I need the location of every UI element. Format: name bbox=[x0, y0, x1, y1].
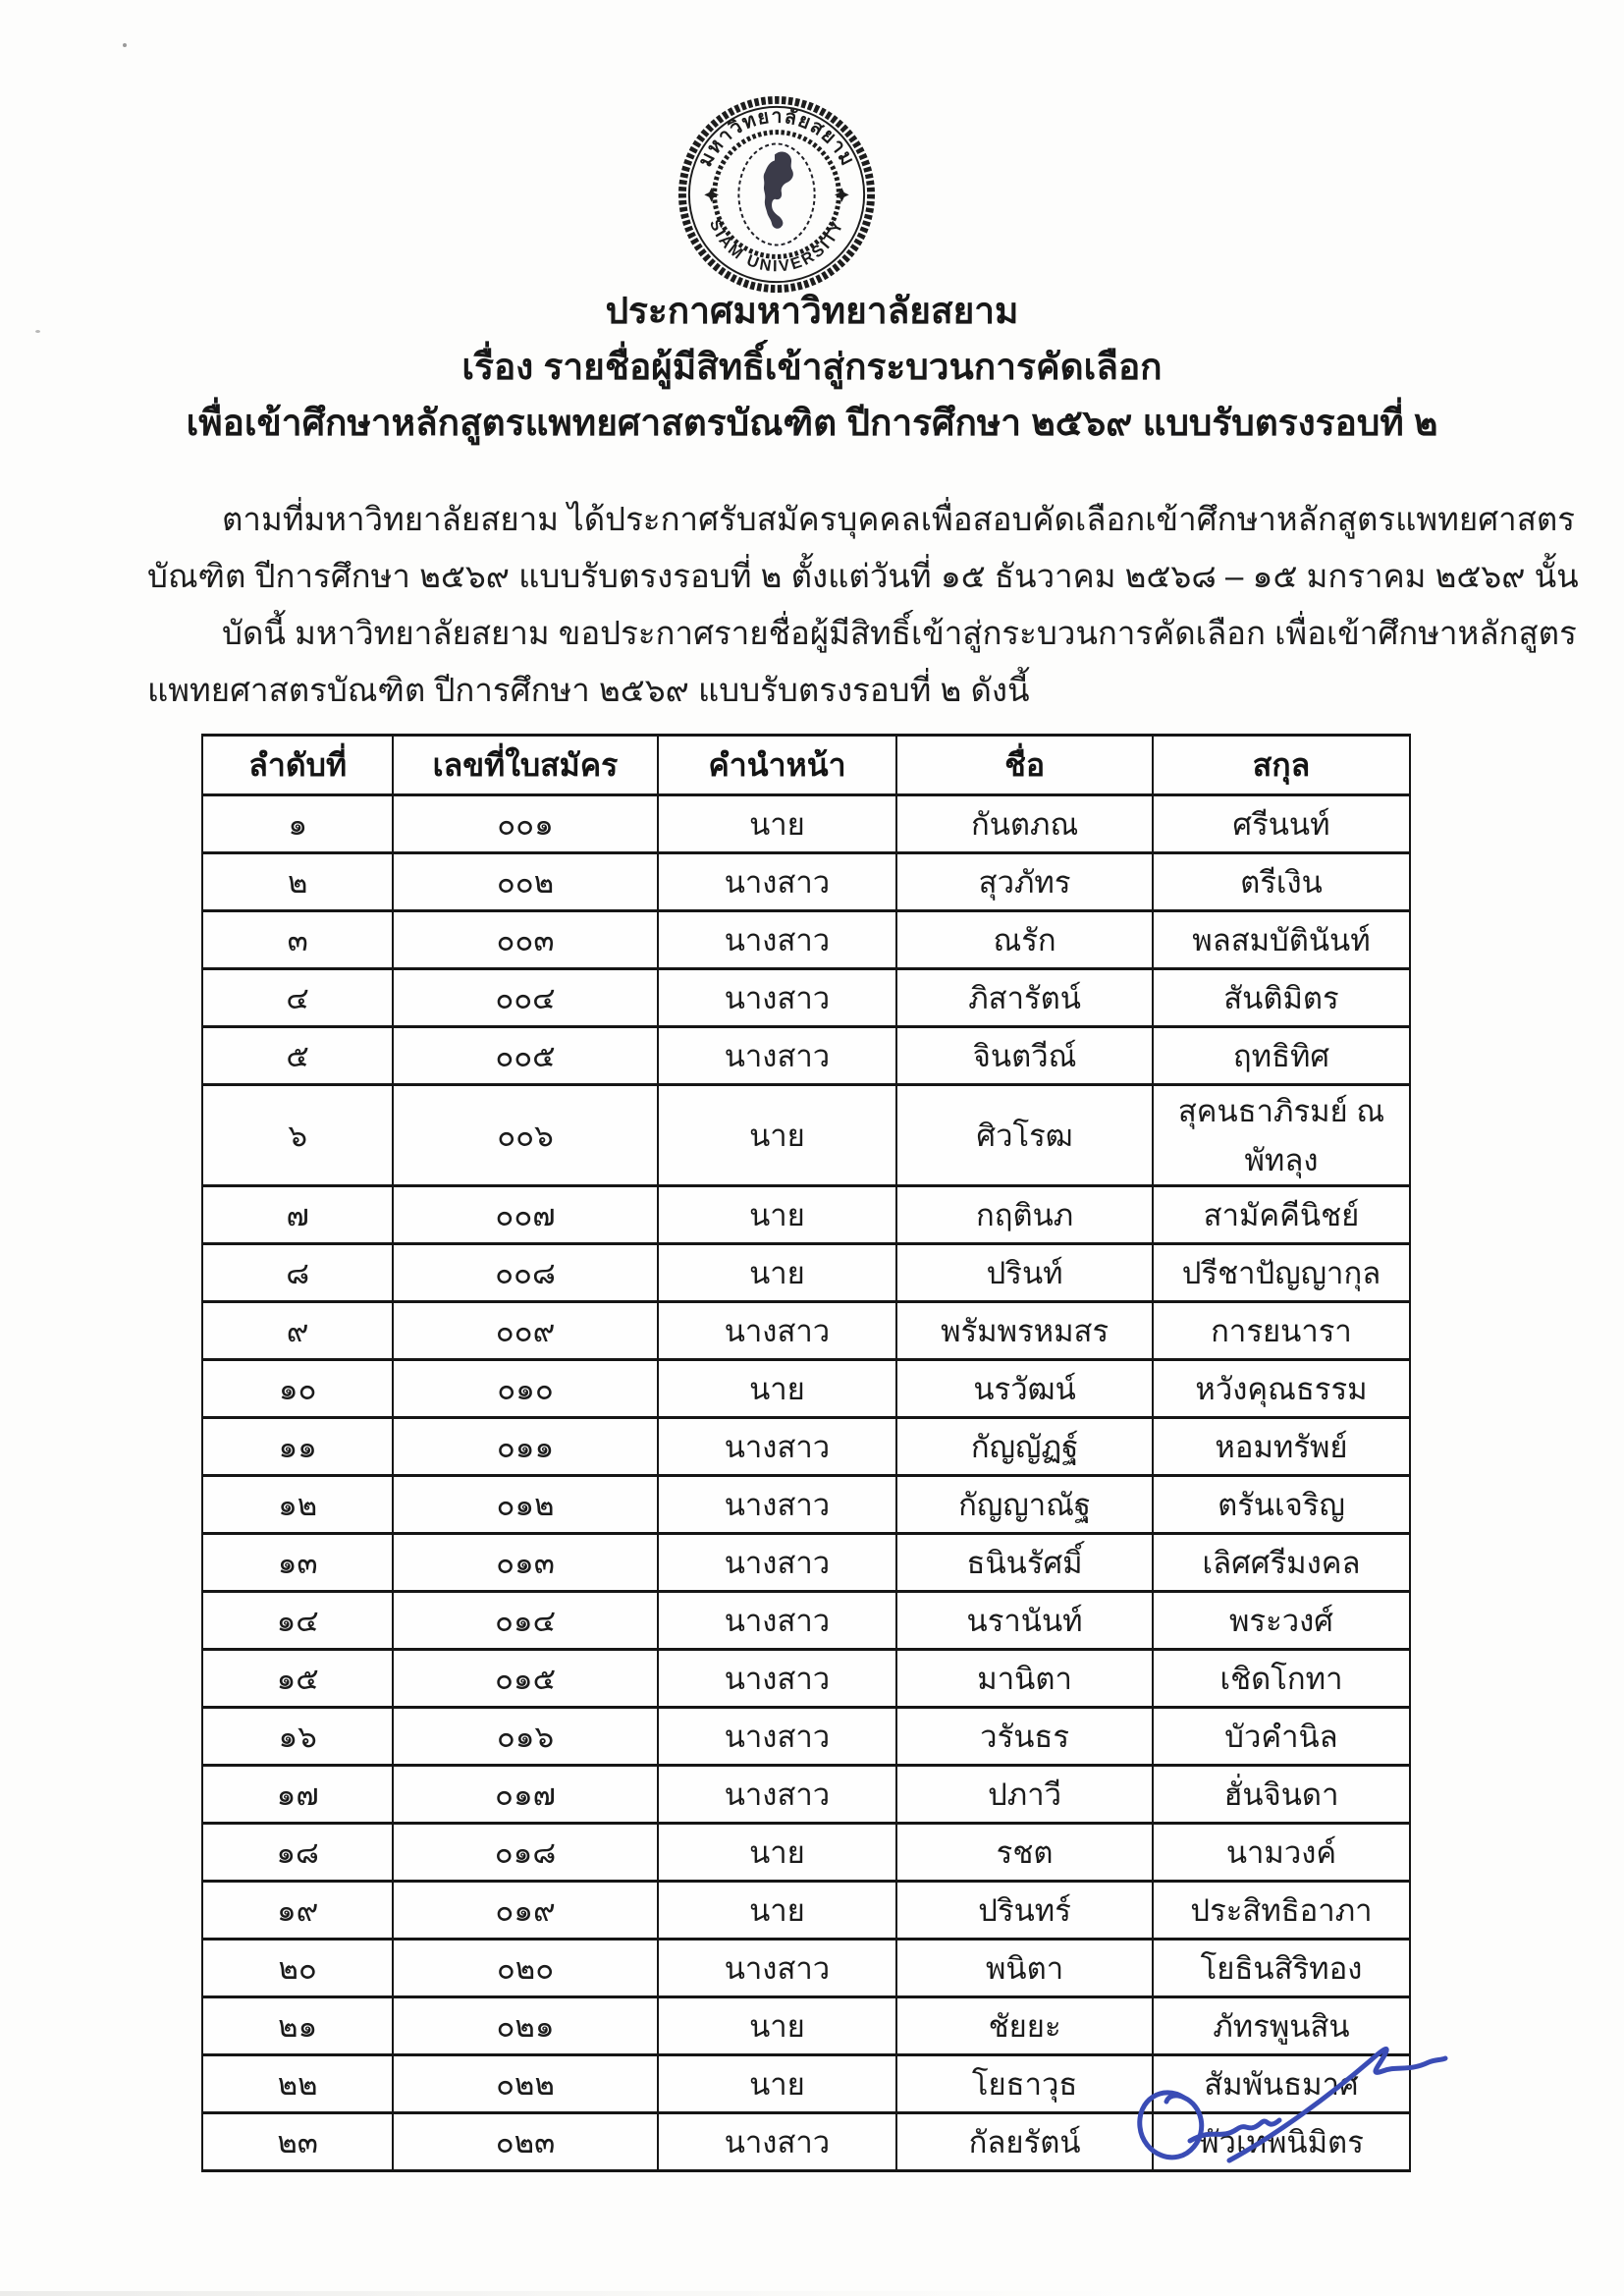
table-row bbox=[202, 1534, 1410, 1592]
cell-prefix: นางสาว bbox=[658, 2113, 897, 2171]
cell-first-name: ปรินท์ bbox=[896, 1244, 1153, 1302]
cell-application-no: ๐๐๔ bbox=[393, 969, 657, 1027]
cell-surname: สุคนธาภิรมย์ ณ พัทลุง bbox=[1153, 1085, 1410, 1186]
cell-prefix: นางสาว bbox=[658, 969, 897, 1027]
cell-application-no: ๐๑๑ bbox=[393, 1418, 657, 1476]
cell-application-no: ๐๐๒ bbox=[393, 853, 657, 911]
cell-application-no: ๐๐๓ bbox=[393, 911, 657, 969]
cell-application-no: ๐๒๓ bbox=[393, 2113, 657, 2171]
header-order: ลำดับที่ bbox=[202, 736, 393, 795]
table-row bbox=[202, 1418, 1410, 1476]
table-row bbox=[202, 1302, 1410, 1360]
cell-surname: หอมทรัพย์ bbox=[1153, 1418, 1410, 1476]
applicant-table-wrap bbox=[201, 734, 1411, 2172]
cell-prefix: นาย bbox=[658, 2055, 897, 2113]
cell-prefix: นางสาว bbox=[658, 1302, 897, 1360]
table-header-row bbox=[202, 736, 1410, 795]
table-row bbox=[202, 1027, 1410, 1085]
seal-icon bbox=[677, 94, 877, 295]
cell-first-name: วรันธร bbox=[896, 1708, 1153, 1766]
cell-first-name: รชต bbox=[896, 1824, 1153, 1882]
thailand-map-icon bbox=[764, 152, 793, 229]
table-row bbox=[202, 1708, 1410, 1766]
cell-order: ๑๙ bbox=[202, 1882, 393, 1940]
cell-application-no: ๐๑๔ bbox=[393, 1592, 657, 1650]
body-paragraph-line: ตามที่มหาวิทยาลัยสยาม ได้ประกาศรับสมัครบุคคลเพื่อสอบคัดเลือกเข้าศึกษาหลักสูตรแพทยศาสตร bbox=[222, 501, 1575, 537]
cell-order: ๑๖ bbox=[202, 1708, 393, 1766]
cell-first-name: โยธาวุธ bbox=[896, 2055, 1153, 2113]
cell-surname: ฤทธิทิศ bbox=[1153, 1027, 1410, 1085]
table-row bbox=[202, 1244, 1410, 1302]
announcement-subject: เรื่อง รายชื่อผู้มีสิทธิ์เข้าสู่กระบวนการคัดเลือก bbox=[461, 347, 1163, 387]
cell-first-name: จินตวีณ์ bbox=[896, 1027, 1153, 1085]
cell-surname: ประสิทธิอาภา bbox=[1153, 1882, 1410, 1940]
cell-surname: บัวคำนิล bbox=[1153, 1708, 1410, 1766]
cell-prefix: นางสาว bbox=[658, 1650, 897, 1708]
cell-surname: ภัทรพูนสิน bbox=[1153, 1997, 1410, 2055]
cell-surname: สันติมิตร bbox=[1153, 969, 1410, 1027]
cell-surname: นามวงค์ bbox=[1153, 1824, 1410, 1882]
cell-order: ๑๕ bbox=[202, 1650, 393, 1708]
announcement-program-line: เพื่อเข้าศึกษาหลักสูตรแพทยศาสตรบัณฑิต ปีการศึกษา ๒๕๖๙ แบบรับตรงรอบที่ ๒ bbox=[186, 403, 1438, 443]
cell-order: ๘ bbox=[202, 1244, 393, 1302]
cell-application-no: ๐๑๖ bbox=[393, 1708, 657, 1766]
cell-order: ๑๓ bbox=[202, 1534, 393, 1592]
scan-speck bbox=[123, 43, 127, 47]
cell-surname: พลสมบัตินันท์ bbox=[1153, 911, 1410, 969]
cell-order: ๑๗ bbox=[202, 1766, 393, 1824]
cell-prefix: นาย bbox=[658, 1824, 897, 1882]
cell-surname: ศรีนนท์ bbox=[1153, 795, 1410, 853]
cell-application-no: ๐๑๙ bbox=[393, 1882, 657, 1940]
cell-first-name: มานิตา bbox=[896, 1650, 1153, 1708]
cell-surname: ฮั่นจินดา bbox=[1153, 1766, 1410, 1824]
table-row bbox=[202, 853, 1410, 911]
cell-application-no: ๐๒๑ bbox=[393, 1997, 657, 2055]
cell-prefix: นางสาว bbox=[658, 1708, 897, 1766]
cell-surname: เชิดโกทา bbox=[1153, 1650, 1410, 1708]
scan-edge-shadow bbox=[0, 2291, 1624, 2296]
cell-surname: การยนารา bbox=[1153, 1302, 1410, 1360]
cell-first-name: ภิสารัตน์ bbox=[896, 969, 1153, 1027]
body-paragraph-line: แพทยศาสตรบัณฑิต ปีการศึกษา ๒๕๖๙ แบบรับตรงรอบที่ ๒ ดังนี้ bbox=[147, 672, 1030, 708]
cell-application-no: ๐๑๗ bbox=[393, 1766, 657, 1824]
cell-application-no: ๐๑๐ bbox=[393, 1360, 657, 1418]
cell-application-no: ๐๐๑ bbox=[393, 795, 657, 853]
cell-first-name: พรัมพรหมสร bbox=[896, 1302, 1153, 1360]
cell-first-name: กฤตินภ bbox=[896, 1186, 1153, 1244]
table-row bbox=[202, 2055, 1410, 2113]
cell-order: ๒๑ bbox=[202, 1997, 393, 2055]
cell-surname: พัวเทพนิมิตร bbox=[1153, 2113, 1410, 2171]
cell-first-name: ปภาวี bbox=[896, 1766, 1153, 1824]
cell-surname: โยธินสิริทอง bbox=[1153, 1940, 1410, 1997]
cell-first-name: ปรินทร์ bbox=[896, 1882, 1153, 1940]
header-prefix: คำนำหน้า bbox=[658, 736, 897, 795]
cell-order: ๑๐ bbox=[202, 1360, 393, 1418]
cell-prefix: นาย bbox=[658, 1186, 897, 1244]
cell-first-name: กัญญัฏฐ์ bbox=[896, 1418, 1153, 1476]
table-row bbox=[202, 1882, 1410, 1940]
cell-prefix: นาย bbox=[658, 1244, 897, 1302]
cell-order: ๕ bbox=[202, 1027, 393, 1085]
cell-prefix: นางสาว bbox=[658, 1476, 897, 1534]
cell-order: ๑๒ bbox=[202, 1476, 393, 1534]
table-row bbox=[202, 1186, 1410, 1244]
table-row bbox=[202, 1592, 1410, 1650]
cell-order: ๙ bbox=[202, 1302, 393, 1360]
cell-surname: เลิศศรีมงคล bbox=[1153, 1534, 1410, 1592]
applicant-table bbox=[201, 734, 1411, 2172]
header-surname: สกุล bbox=[1153, 736, 1410, 795]
cell-application-no: ๐๐๙ bbox=[393, 1302, 657, 1360]
cell-prefix: นางสาว bbox=[658, 853, 897, 911]
cell-prefix: นางสาว bbox=[658, 1534, 897, 1592]
cell-application-no: ๐๐๘ bbox=[393, 1244, 657, 1302]
header-application-no: เลขที่ใบสมัคร bbox=[393, 736, 657, 795]
cell-first-name: นรวัฒน์ bbox=[896, 1360, 1153, 1418]
body-paragraph-line: บัณฑิต ปีการศึกษา ๒๕๖๙ แบบรับตรงรอบที่ ๒ ตั้งแต่วันที่ ๑๕ ธันวาคม ๒๕๖๘ – ๑๕ มกราคม ๒๕๖๙ นั้น bbox=[147, 558, 1579, 594]
announcement-body bbox=[147, 491, 1579, 719]
table-row bbox=[202, 1824, 1410, 1882]
cell-surname: สัมพันธมาศ bbox=[1153, 2055, 1410, 2113]
cell-order: ๖ bbox=[202, 1085, 393, 1186]
cell-order: ๑๘ bbox=[202, 1824, 393, 1882]
cell-application-no: ๐๑๘ bbox=[393, 1824, 657, 1882]
cell-order: ๒ bbox=[202, 853, 393, 911]
table-row bbox=[202, 1940, 1410, 1997]
cell-prefix: นาย bbox=[658, 1085, 897, 1186]
cell-first-name: ณรัก bbox=[896, 911, 1153, 969]
table-row bbox=[202, 1650, 1410, 1708]
table-row bbox=[202, 1997, 1410, 2055]
cell-order: ๓ bbox=[202, 911, 393, 969]
cell-order: ๗ bbox=[202, 1186, 393, 1244]
seal-english-text: SIAM UNIVERSITY bbox=[705, 216, 848, 276]
cell-prefix: นางสาว bbox=[658, 1592, 897, 1650]
cell-prefix: นาย bbox=[658, 795, 897, 853]
cell-order: ๒๓ bbox=[202, 2113, 393, 2171]
table-row bbox=[202, 1476, 1410, 1534]
cell-prefix: นางสาว bbox=[658, 1027, 897, 1085]
cell-surname: หวังคุณธรรม bbox=[1153, 1360, 1410, 1418]
cell-first-name: ศิวโรฒ bbox=[896, 1085, 1153, 1186]
cell-first-name: กัลยรัตน์ bbox=[896, 2113, 1153, 2171]
table-row bbox=[202, 1766, 1410, 1824]
table-row bbox=[202, 795, 1410, 853]
table-row bbox=[202, 911, 1410, 969]
cell-first-name: พนิตา bbox=[896, 1940, 1153, 1997]
table-row bbox=[202, 1085, 1410, 1186]
announcement-title-block bbox=[0, 283, 1624, 451]
cell-prefix: นาย bbox=[658, 1360, 897, 1418]
cell-surname: ตรีเงิน bbox=[1153, 853, 1410, 911]
table-row bbox=[202, 1360, 1410, 1418]
cell-first-name: กัญญาณัฐ bbox=[896, 1476, 1153, 1534]
cell-prefix: นางสาว bbox=[658, 1940, 897, 1997]
cell-prefix: นางสาว bbox=[658, 911, 897, 969]
table-row bbox=[202, 2113, 1410, 2171]
cell-order: ๒๒ bbox=[202, 2055, 393, 2113]
header-first-name: ชื่อ bbox=[896, 736, 1153, 795]
cell-prefix: นางสาว bbox=[658, 1418, 897, 1476]
table-row bbox=[202, 969, 1410, 1027]
cell-prefix: นางสาว bbox=[658, 1766, 897, 1824]
cell-application-no: ๐๑๕ bbox=[393, 1650, 657, 1708]
seal-thai-text: มหาวิทยาลัยสยาม bbox=[694, 105, 859, 171]
cell-first-name: สุวภัทร bbox=[896, 853, 1153, 911]
cell-prefix: นาย bbox=[658, 1882, 897, 1940]
cell-application-no: ๐๐๗ bbox=[393, 1186, 657, 1244]
cell-order: ๑๑ bbox=[202, 1418, 393, 1476]
university-seal bbox=[0, 94, 1553, 295]
cell-first-name: ชัยยะ bbox=[896, 1997, 1153, 2055]
cell-order: ๔ bbox=[202, 969, 393, 1027]
cell-surname: พระวงศ์ bbox=[1153, 1592, 1410, 1650]
cell-order: ๑๔ bbox=[202, 1592, 393, 1650]
page-title: ประกาศมหาวิทยาลัยสยาม bbox=[605, 291, 1019, 331]
cell-application-no: ๐๑๒ bbox=[393, 1476, 657, 1534]
cell-first-name: กันตภณ bbox=[896, 795, 1153, 853]
cell-surname: ตรันเจริญ bbox=[1153, 1476, 1410, 1534]
cell-surname: สามัคคีนิชย์ bbox=[1153, 1186, 1410, 1244]
cell-first-name: ธนินรัศมิ์ bbox=[896, 1534, 1153, 1592]
cell-order: ๑ bbox=[202, 795, 393, 853]
cell-order: ๒๐ bbox=[202, 1940, 393, 1997]
body-paragraph-line: บัดนี้ มหาวิทยาลัยสยาม ขอประกาศรายชื่อผู้มีสิทธิ์เข้าสู่กระบวนการคัดเลือก เพื่อเข้าศึกษาหลักสูตร bbox=[222, 615, 1577, 651]
cell-first-name: นรานันท์ bbox=[896, 1592, 1153, 1650]
cell-application-no: ๐๐๖ bbox=[393, 1085, 657, 1186]
cell-application-no: ๐๒๐ bbox=[393, 1940, 657, 1997]
cell-application-no: ๐๑๓ bbox=[393, 1534, 657, 1592]
cell-application-no: ๐๒๒ bbox=[393, 2055, 657, 2113]
cell-prefix: นาย bbox=[658, 1997, 897, 2055]
cell-application-no: ๐๐๕ bbox=[393, 1027, 657, 1085]
cell-surname: ปรีชาปัญญากุล bbox=[1153, 1244, 1410, 1302]
